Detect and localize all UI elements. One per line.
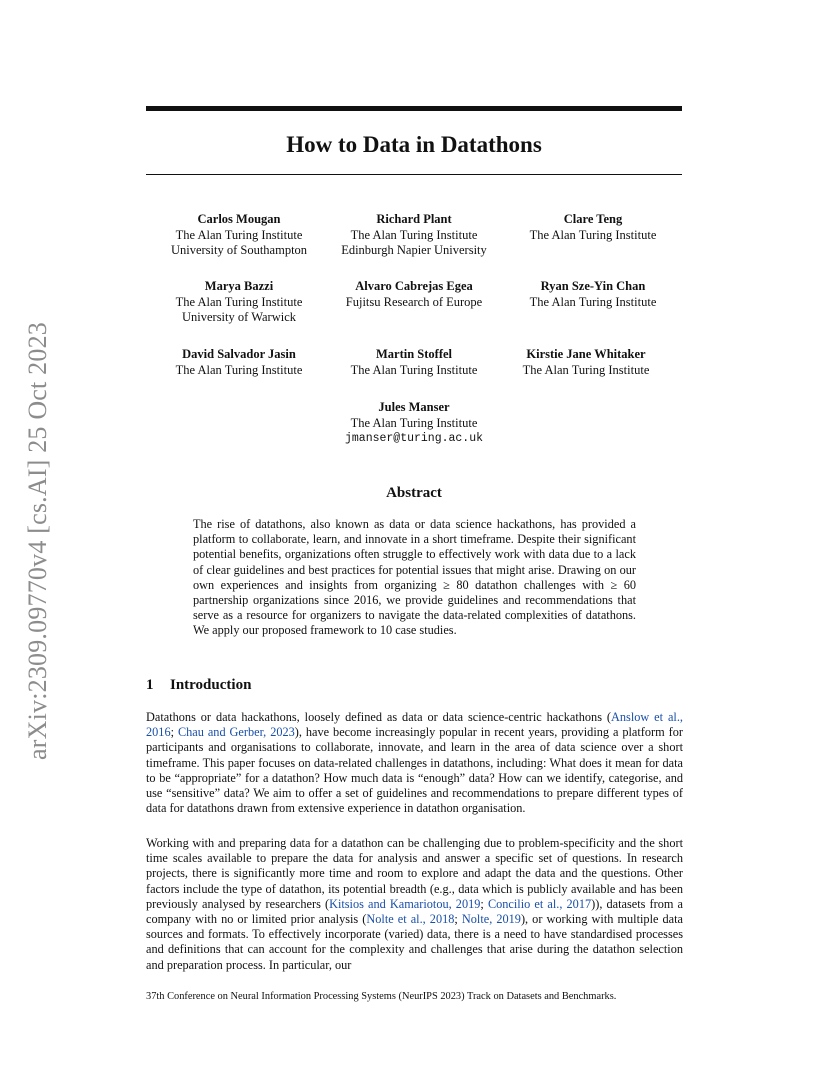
author-affiliation: The Alan Turing Institute [350, 227, 478, 242]
author-block [144, 212, 334, 259]
author-name: Martin Stoffel [375, 347, 453, 361]
author-block [144, 279, 334, 326]
paragraph-text: ), or working with multiple data sources and formats. To effectively incorporate (varied) data, there is a need to have standardised processes and definitions that can account for the complexity and challenges that arise during the datathon selection and preparation process. In particular, our [146, 912, 684, 972]
author-affiliation: The Alan Turing Institute [522, 362, 650, 377]
author-affiliation: The Alan Turing Institute [529, 227, 657, 242]
author-name: Jules Manser [378, 400, 450, 414]
author-affiliation: The Alan Turing Institute [175, 362, 303, 377]
author-name: Clare Teng [563, 212, 623, 226]
author-affiliation: University of Southampton [170, 243, 308, 257]
abstract-heading: Abstract [386, 485, 442, 501]
author-block [498, 212, 688, 243]
author-block [319, 212, 509, 259]
section-title: Introduction [170, 677, 252, 693]
author-block [491, 347, 681, 378]
author-name: Ryan Sze-Yin Chan [540, 279, 646, 293]
arxiv-identifier-stamp: arXiv:2309.09770v4 [cs.AI] 25 Oct 2023 [23, 322, 52, 760]
author-block [319, 347, 509, 378]
citation-link[interactable]: Concilio et al., 2017 [487, 896, 592, 911]
body-paragraph [146, 836, 683, 973]
author-affiliation: University of Warwick [181, 310, 296, 324]
author-name: Alvaro Cabrejas Egea [355, 279, 473, 293]
section-number: 1 [146, 677, 154, 693]
author-block [319, 279, 509, 310]
author-name: Richard Plant [376, 212, 452, 226]
conference-footnote: 37th Conference on Neural Information Processing Systems (NeurIPS 2023) Track on Datasets and Benchmarks. [146, 991, 617, 1002]
section-heading [146, 676, 251, 694]
author-block [498, 279, 688, 310]
paper-title: How to Data in Datathons [286, 132, 542, 157]
author-affiliation: Edinburgh Napier University [341, 243, 487, 257]
citation-link[interactable]: Chau and Gerber, 2023 [177, 725, 295, 740]
citation-link[interactable]: Anslow et al., 2016 [146, 710, 683, 740]
author-affiliation: The Alan Turing Institute [350, 362, 478, 377]
author-name: Carlos Mougan [197, 212, 281, 226]
author-email[interactable]: jmanser@turing.ac.uk [344, 432, 484, 445]
citation-link[interactable]: Nolte, 2019 [461, 912, 521, 927]
author-name: David Salvador Jasin [182, 347, 296, 361]
author-block [319, 400, 509, 447]
author-affiliation: The Alan Turing Institute [529, 294, 657, 309]
title-top-rule [146, 106, 682, 111]
author-affiliation: The Alan Turing Institute [175, 227, 303, 242]
author-affiliation: The Alan Turing Institute [175, 294, 303, 309]
paragraph-text: ; [454, 912, 462, 927]
author-name: Kirstie Jane Whitaker [526, 347, 646, 361]
paragraph-text: ; [170, 725, 178, 740]
paragraph-text: ), have become increasingly popular in recent years, providing a platform for participants and organisations to collaborate, innovate, and learn in the area of data science over a short timeframe. This paper focuses on data-related challenges in datathons, including: What does it mean for data to be “appropriate” for a datathon? How much data is “enough” data? How can we identify, categorise, and use “sensitive” data? We aim to offer a set of guidelines and recommendations to prepare different types of data for datathons drawn from extensive experience in datathon organisation. [146, 725, 683, 816]
author-affiliation: Fujitsu Research of Europe [345, 294, 483, 309]
author-block [144, 347, 334, 378]
citation-link[interactable]: Kitsios and Kamariotou, 2019 [329, 896, 481, 911]
paragraph-text: )), datasets from a company with no or limited prior analysis ( [146, 896, 684, 927]
author-name: Marya Bazzi [204, 279, 274, 293]
paragraph-text: Datathons or data hackathons, loosely defined as data or data science-centric hackathons ( [146, 710, 611, 724]
citation-link[interactable]: Nolte et al., 2018 [366, 912, 455, 927]
paragraph-text: Working with and preparing data for a datathon can be challenging due to problem-specificity and the short time scales available to prepare the data for analysis and answer a specific set of questions. In research projects, there is significantly more time and room to explore and adapt the data and the questions. Other factors include the type of datathon, its potential breadth (e.g., data which is publicly available and has been previously analysed by researchers ( [146, 836, 683, 911]
paragraph-text: ; [480, 896, 488, 911]
abstract-text: The rise of datathons, also known as data or data science hackathons, has provided a platform to collaborate, learn, and innovate in a short timeframe. Despite their significant potential benefits, organizations often struggle to effectively work with data due to a lack of clear guidelines and best practices for potential issues that might arise. Drawing on our own experiences and insights from organizing ≥ 80 datathon challenges with ≥ 60 partnership organizations since 2016, we provide guidelines and recommendations that serve as a resource for organizers to navigate the data-related complexities of datathons. We apply our proposed framework to 10 case studies. [193, 517, 636, 638]
title-bottom-rule [146, 174, 682, 175]
body-paragraph [146, 710, 683, 816]
author-affiliation: The Alan Turing Institute [350, 415, 478, 430]
